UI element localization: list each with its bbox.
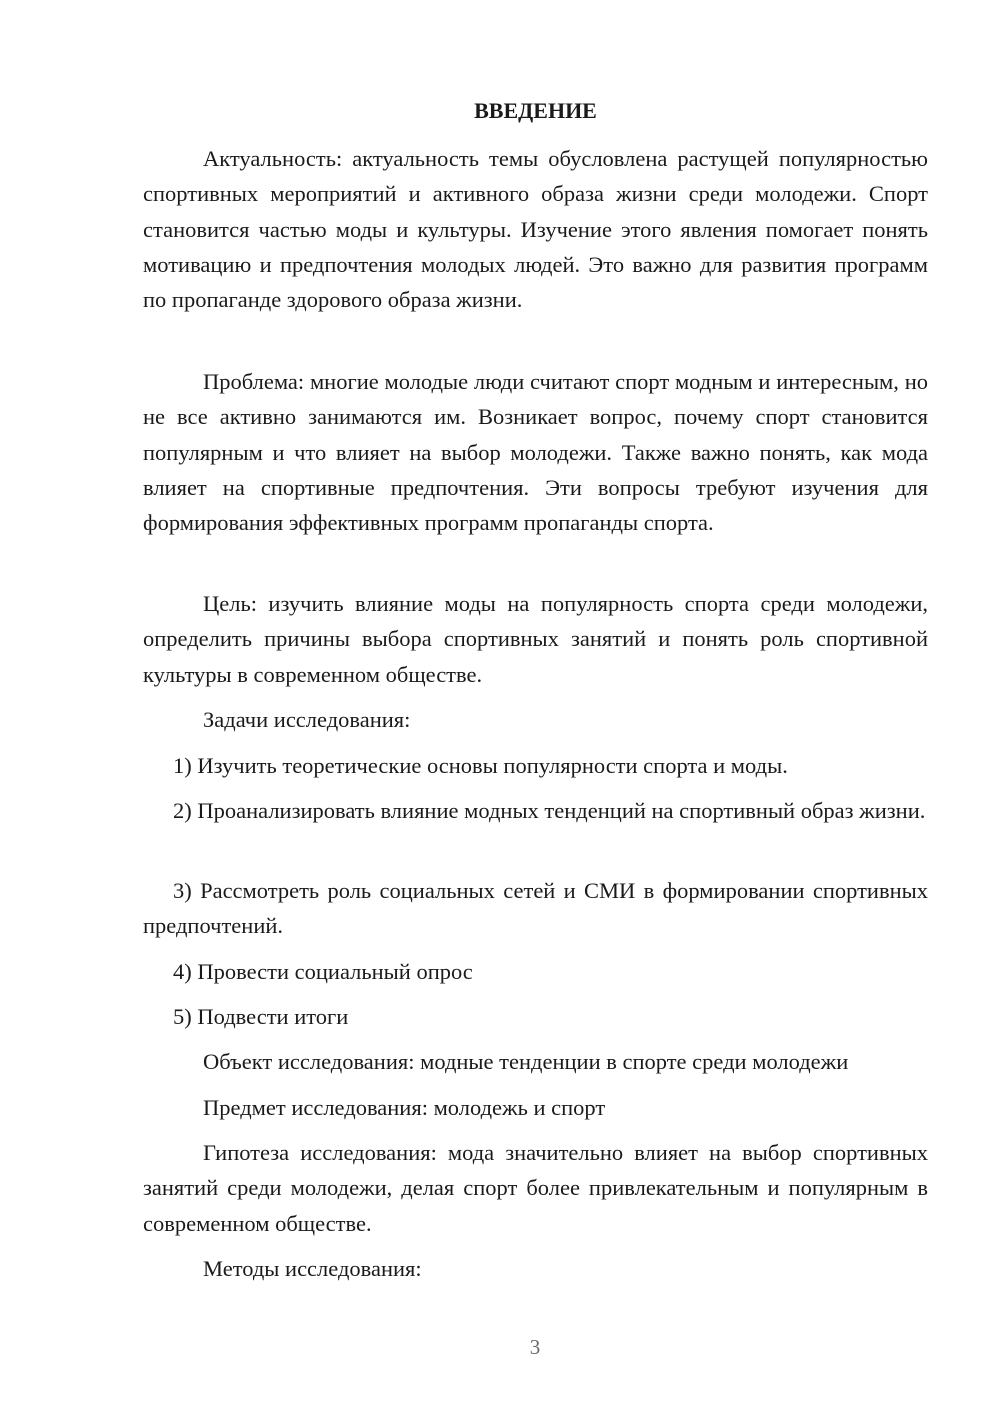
goal-paragraph: Цель: изучить влияние моды на популярность спорта среди молодежи, определить причины выбора спортивных занятий и понять роль спортивной культуры в современном обществе.: [143, 591, 928, 687]
hypothesis-paragraph: Гипотеза исследования: мода значительно влияет на выбор спортивных занятий среди молодежи, делая спорт более привлекательным и популярным в современном обществе.: [143, 1140, 928, 1236]
task-item-2: 2) Проанализировать влияние модных тенденций на спортивный образ жизни.: [173, 798, 926, 823]
relevance-paragraph: Актуальность: актуальность темы обусловлена растущей популярностью спортивных мероприятий и активного образа жизни среди молодежи. Спорт становится частью моды и культуры. Изучение этого явления помогает понять мотивацию и предпочтения молодых людей. Это важно для развития программ по пропаганде здорового образа жизни.: [143, 146, 928, 313]
methods-heading: Методы исследования:: [203, 1256, 422, 1281]
task-item-3: 3) Рассмотреть роль социальных сетей и СМИ в формировании спортивных предпочтений.: [143, 878, 928, 939]
task-item-5: 5) Подвести итоги: [173, 1004, 349, 1029]
subject-paragraph: Предмет исследования: молодежь и спорт: [203, 1095, 606, 1120]
section-title: ВВЕДЕНИЕ: [474, 98, 597, 123]
tasks-heading: Задачи исследования:: [203, 707, 411, 732]
task-item-1: 1) Изучить теоретические основы популярности спорта и моды.: [173, 753, 788, 778]
task-item-4: 4) Провести социальный опрос: [173, 959, 473, 984]
object-paragraph: Объект исследования: модные тенденции в спорте среди молодежи: [203, 1049, 849, 1074]
page-number: 3: [529, 1335, 541, 1359]
problem-paragraph: Проблема: многие молодые люди считают спорт модным и интересным, но не все активно занимаются им. Возникает вопрос, почему спорт становится популярным и что влияет на выбор молодежи. Также важно понять, как мода влияет на спортивные предпочтения. Эти вопросы требуют изучения для формирования эффективных программ пропаганды спорта.: [143, 369, 928, 536]
